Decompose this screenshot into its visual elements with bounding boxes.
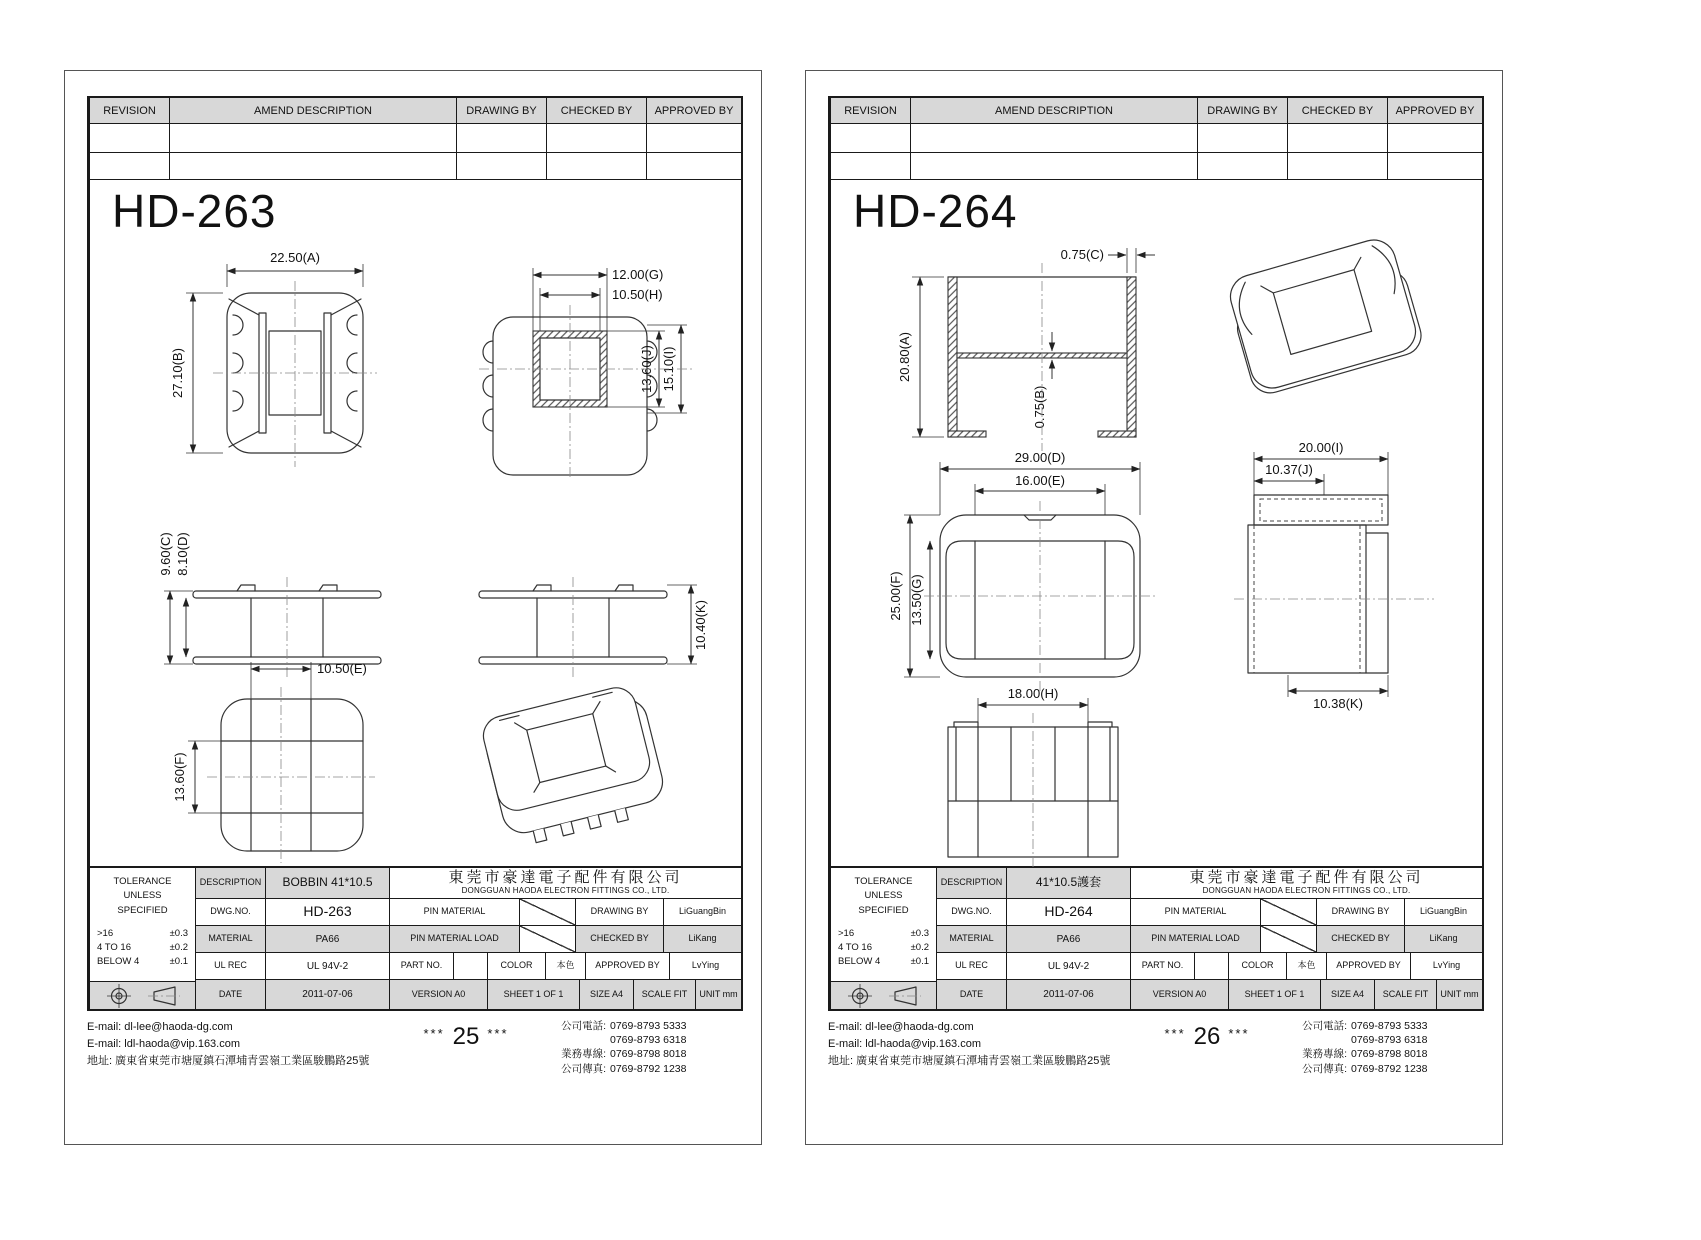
company-name: 東莞市豪達電子配件有限公司 DONGGUAN HAODA ELECTRON FITTINGS CO., LTD. bbox=[1189, 869, 1424, 895]
pin-material-load-label: PIN MATERIAL LOAD bbox=[1131, 926, 1261, 952]
revision-header-row bbox=[90, 98, 741, 124]
revision-header: REVISION bbox=[831, 98, 911, 124]
revision-table bbox=[831, 98, 1482, 180]
dim-label: 20.00(I) bbox=[1298, 440, 1344, 455]
dim-label: 20.80(A) bbox=[897, 332, 912, 382]
view-top-cover bbox=[876, 443, 1186, 705]
footer-email-2: E-mail: ldl-haoda@vip.163.com bbox=[87, 1038, 241, 1051]
dim-label: 10.38(K) bbox=[1313, 696, 1363, 711]
company-name: 東莞市豪達電子配件有限公司 DONGGUAN HAODA ELECTRON FITTINGS CO., LTD. bbox=[448, 869, 683, 895]
revision-empty-row bbox=[90, 153, 741, 180]
pin-material-load-cell bbox=[520, 926, 576, 952]
footer-address: 地址: 廣東省東莞市塘厦鎮石潭埔青雲嶺工業區駿鵬路25號 bbox=[87, 1055, 370, 1068]
approved-by-label: APPROVED BY bbox=[1327, 953, 1411, 979]
unit: UNIT mm bbox=[699, 988, 738, 999]
approved-by-header: APPROVED BY bbox=[647, 98, 741, 124]
revision-table bbox=[90, 98, 741, 180]
checked-by-header: CHECKED BY bbox=[1288, 98, 1388, 124]
view-top-bobbin bbox=[161, 249, 401, 474]
date-label: DATE bbox=[196, 980, 266, 1009]
dim-label: 12.00(G) bbox=[612, 267, 664, 282]
page-number: *** 25 *** bbox=[423, 1023, 509, 1050]
approved-by-value: LvYing bbox=[1432, 960, 1461, 971]
dwg-no-label: DWG.NO. bbox=[196, 899, 266, 925]
date-value: 2011-07-06 bbox=[266, 980, 390, 1009]
revision-empty-row bbox=[831, 153, 1482, 180]
dim-label: 16.00(E) bbox=[1015, 473, 1065, 488]
revision-empty-row bbox=[90, 124, 741, 153]
dim-label: 15.10(I) bbox=[661, 346, 676, 392]
part-no-label: PART NO. bbox=[1131, 953, 1195, 979]
dim-label: 0.75(B) bbox=[1032, 385, 1047, 429]
amend-description-header: AMEND DESCRIPTION bbox=[170, 98, 457, 124]
amend-description-header: AMEND DESCRIPTION bbox=[911, 98, 1198, 124]
dim-label: 22.50(A) bbox=[270, 250, 320, 265]
dim-label: 18.00(H) bbox=[1007, 686, 1059, 701]
checked-by-label: CHECKED BY bbox=[576, 926, 664, 952]
dwg-no-value: HD-263 bbox=[266, 899, 390, 925]
pin-material-load-label: PIN MATERIAL LOAD bbox=[390, 926, 520, 952]
drawing-by-value: LiGuangBin bbox=[678, 906, 727, 917]
page-footer bbox=[87, 1019, 745, 1076]
scale: SCALE FIT bbox=[634, 980, 696, 1009]
ul-rec-label: UL REC bbox=[937, 953, 1007, 979]
description-label: DESCRIPTION bbox=[196, 868, 266, 898]
part-no-value bbox=[1195, 953, 1229, 979]
color-label: COLOR bbox=[1229, 953, 1287, 979]
pin-material-cell bbox=[520, 899, 576, 925]
projection-symbols bbox=[831, 981, 936, 1009]
date-label: DATE bbox=[937, 980, 1007, 1009]
dim-label: 9.60(C) bbox=[158, 532, 173, 576]
view-section-core bbox=[449, 243, 704, 483]
tolerance-block: TOLERANCE UNLESS SPECIFIED >16 ±0.3 4 TO 16 ±0.2 BELOW 4 ±0.1 bbox=[90, 868, 196, 1009]
view-section-cover bbox=[884, 233, 1184, 473]
projection-cone-icon bbox=[887, 984, 923, 1008]
dim-label: 10.50(H) bbox=[612, 287, 663, 302]
footer-phones: 公司電話: 0769-8793 5333 0769-8793 6318 業務專線: 0769-8798 8018 公司傳真: 0769-8792 1238 bbox=[1302, 1020, 1428, 1075]
title-block bbox=[90, 866, 741, 1009]
checked-by-header: CHECKED BY bbox=[547, 98, 647, 124]
part-no-label: PART NO. bbox=[390, 953, 454, 979]
checked-by-label: CHECKED BY bbox=[1317, 926, 1405, 952]
ul-rec-label: UL REC bbox=[196, 953, 266, 979]
projection-symbols bbox=[90, 981, 195, 1009]
sheet: SHEET 1 OF 1 bbox=[1229, 980, 1321, 1009]
pin-material-label: PIN MATERIAL bbox=[390, 899, 520, 925]
view-isometric-cover bbox=[1198, 211, 1448, 436]
view-front-cover bbox=[898, 679, 1168, 869]
dim-label: 8.10(D) bbox=[175, 532, 190, 576]
part-number-title: HD-263 bbox=[112, 185, 277, 237]
approved-by-value: LvYing bbox=[691, 960, 720, 971]
footer-phones: 公司電話: 0769-8793 5333 0769-8793 6318 業務專線: 0769-8798 8018 公司傳真: 0769-8792 1238 bbox=[561, 1020, 687, 1075]
dwg-no-value: HD-264 bbox=[1007, 899, 1131, 925]
view-isometric-bobbin bbox=[451, 663, 691, 863]
view-side-right bbox=[445, 509, 715, 684]
datum-target-icon bbox=[104, 984, 134, 1008]
dim-label: 10.40(K) bbox=[693, 600, 708, 650]
tolerance-block: TOLERANCE UNLESS SPECIFIED >16 ±0.3 4 TO 16 ±0.2 BELOW 4 ±0.1 bbox=[831, 868, 937, 1009]
color-label: COLOR bbox=[488, 953, 546, 979]
drawing-by-header: DRAWING BY bbox=[457, 98, 547, 124]
material-value: PA66 bbox=[266, 926, 390, 952]
material-value: PA66 bbox=[1007, 926, 1131, 952]
datum-target-icon bbox=[845, 984, 875, 1008]
revision-header-row bbox=[831, 98, 1482, 124]
date-value: 2011-07-06 bbox=[1007, 980, 1131, 1009]
checked-by-value: LiKang bbox=[1405, 926, 1482, 952]
drawing-by-label: DRAWING BY bbox=[1317, 899, 1405, 925]
dim-label: 10.50(E) bbox=[317, 661, 367, 676]
scale: SCALE FIT bbox=[1375, 980, 1437, 1009]
description-label: DESCRIPTION bbox=[937, 868, 1007, 898]
dim-label: 29.00(D) bbox=[1014, 450, 1066, 465]
dwg-no-label: DWG.NO. bbox=[937, 899, 1007, 925]
size: SIZE A4 bbox=[1321, 980, 1375, 1009]
tolerance-title: TOLERANCE UNLESS SPECIFIED bbox=[113, 876, 172, 916]
revision-header: REVISION bbox=[90, 98, 170, 124]
color-value: 本色 bbox=[546, 953, 586, 979]
view-bottom-flange bbox=[161, 637, 401, 869]
version: VERSION A0 bbox=[1131, 980, 1229, 1009]
dim-label: 13.50(G) bbox=[909, 574, 924, 626]
dim-label: 13.60(F) bbox=[172, 752, 187, 802]
drawing-by-value: LiGuangBin bbox=[1419, 906, 1468, 917]
dim-label: 25.00(F) bbox=[888, 571, 903, 621]
title-block bbox=[831, 866, 1482, 1009]
version: VERSION A0 bbox=[390, 980, 488, 1009]
description-value: 41*10.5護套 bbox=[1007, 868, 1131, 898]
pin-material-label: PIN MATERIAL bbox=[1131, 899, 1261, 925]
footer-address: 地址: 廣東省東莞市塘厦鎮石潭埔青雲嶺工業區駿鵬路25號 bbox=[828, 1055, 1111, 1068]
sheet: SHEET 1 OF 1 bbox=[488, 980, 580, 1009]
page-footer bbox=[828, 1019, 1486, 1076]
unit: UNIT mm bbox=[1440, 988, 1479, 999]
page-number: *** 26 *** bbox=[1164, 1023, 1250, 1050]
footer-email-2: E-mail: ldl-haoda@vip.163.com bbox=[828, 1038, 982, 1051]
pin-material-load-cell bbox=[1261, 926, 1317, 952]
approved-by-header: APPROVED BY bbox=[1388, 98, 1482, 124]
size: SIZE A4 bbox=[580, 980, 634, 1009]
checked-by-value: LiKang bbox=[664, 926, 741, 952]
color-value: 本色 bbox=[1287, 953, 1327, 979]
sheet-hd264 bbox=[805, 70, 1503, 1145]
pin-material-cell bbox=[1261, 899, 1317, 925]
footer-email-1: E-mail: dl-lee@haoda-dg.com bbox=[828, 1021, 974, 1033]
ul-rec-value: UL 94V-2 bbox=[1007, 953, 1131, 979]
drawing-by-header: DRAWING BY bbox=[1198, 98, 1288, 124]
description-value: BOBBIN 41*10.5 bbox=[266, 868, 390, 898]
dim-label: 27.10(B) bbox=[170, 348, 185, 398]
dim-label: 13.60(J) bbox=[639, 345, 654, 393]
projection-cone-icon bbox=[146, 984, 182, 1008]
part-number-title: HD-264 bbox=[853, 185, 1018, 237]
revision-empty-row bbox=[831, 124, 1482, 153]
material-label: MATERIAL bbox=[937, 926, 1007, 952]
drawing-by-label: DRAWING BY bbox=[576, 899, 664, 925]
sheet-hd263 bbox=[64, 70, 762, 1145]
material-label: MATERIAL bbox=[196, 926, 266, 952]
dim-label: 10.37(J) bbox=[1265, 462, 1313, 477]
view-side-cover bbox=[1194, 433, 1444, 713]
footer-email-1: E-mail: dl-lee@haoda-dg.com bbox=[87, 1021, 233, 1033]
dim-label: 0.75(C) bbox=[1060, 247, 1104, 262]
part-no-value bbox=[454, 953, 488, 979]
approved-by-label: APPROVED BY bbox=[586, 953, 670, 979]
ul-rec-value: UL 94V-2 bbox=[266, 953, 390, 979]
tolerance-title: TOLERANCE UNLESS SPECIFIED bbox=[854, 876, 913, 916]
